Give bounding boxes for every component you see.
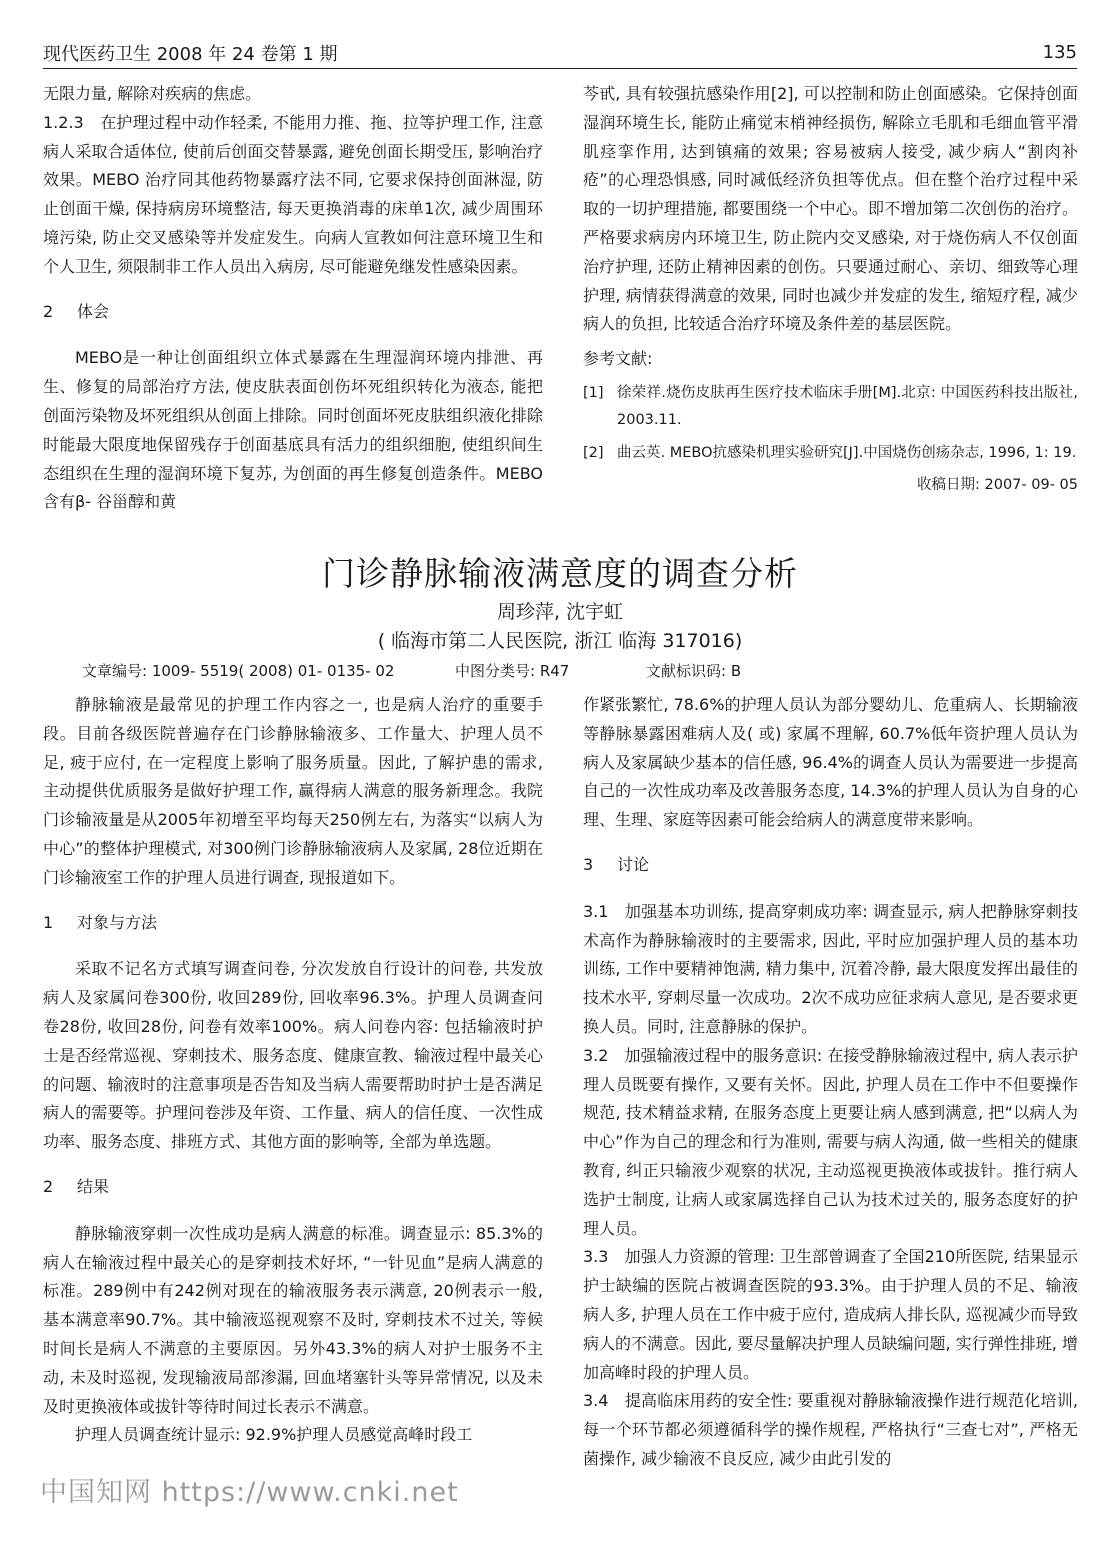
section-title: 对象与方法: [77, 912, 158, 932]
paragraph: 3.4 提高临床用药的安全性: 要重视对静脉输液操作进行规范化培训, 每一个环节都必须遵循科学的操作规程, 严格执行“三查七对”, 严格无菌操作, 减少输液不良反应, 减少由此引发的: [583, 1391, 1078, 1468]
paragraph: 护理人员调查统计显示: 92.9%护理人员感觉高峰时段工: [75, 1425, 473, 1445]
paragraph: 无限力量, 解除对疾病的焦虑。: [43, 84, 262, 103]
paragraph: 3.1 加强基本功训练, 提高穿刺成功率: 调查显示, 病人把静脉穿刺技术高作为静脉输液时的主要需求, 因此, 平时应加强护理人员的基本功训练, 工作中要精神饱满, 精力集中, 沉着冷静, 最大限度发挥出最佳的技术水平, 穿刺尽量一次成功。2次不成功应征求病人意见, 是否要求更换人员。同时, 注意静脉的保护。: [583, 901, 1078, 1036]
paragraph: 芩甙, 具有较强抗感染作用[2], 可以控制和防止创面感染。它保持创面湿润环境生长, 能防止痛觉末梢神经损伤, 解除立毛肌和毛细血管平滑肌痉挛作用, 达到镇痛的效果; 容易被病人接受, 减少病人“割肉补疮”的心理恐惧感, 同时减低经济负担等优点。但在整个治疗过程中采取的一切护理措施, 都要围绕一个中心。即不增加第二次创伤的治疗。严格要求病房内环境卫生, 防止院内交叉感染, 对于烧伤病人不仅创面治疗护理, 还防止精神因素的创伤。只要通过耐心、亲切、细致等心理护理, 病情获得满意的效果, 同时也减少并发症的发生, 缩短疗程, 减少病人的负担, 比较适合治疗环境及条件差的基层医院。: [583, 84, 1078, 334]
top-left-column: [43, 80, 543, 517]
article-affiliation: ( 临海市第二人民医院, 浙江 临海 317016): [377, 630, 743, 652]
article-number: 文章编号: 1009- 5519( 2008) 01- 0135- 02: [82, 662, 395, 680]
page-number: 135: [1042, 42, 1077, 63]
paragraph: 3.3 加强人力资源的管理: 卫生部曾调查了全国210所医院, 结果显示护士缺编的医院占被调查医院的93.3%。由于护理人员的不足、输液病人多, 护理人员在工作中疲于应付, 造成病人排长队, 巡视减少而导致病人的不满意。因此, 要尽量解决护理人员缺编问题, 实行弹性排班, 增加高峰时段的护理人员。: [583, 1247, 1078, 1382]
section-heading: [43, 298, 543, 327]
paragraph: 1.2.3 在护理过程中动作轻柔, 不能用力推、拖、拉等护理工作, 注意病人采取合适体位, 使前后创面交替暴露, 避免创面长期受压, 影响治疗效果。MEBO 治疗同其他药物暴露疗法不同, 它要求保持创面淋湿, 防止创面干燥, 保持病房环境整洁, 每天更换消毒的床单1次, 减少周围环境污染, 防止交叉感染等并发症发生。向病人宣教如何注意环境卫生和个人卫生, 须限制非工作人员出入病房, 尽可能避免继发性感染因素。: [43, 112, 543, 276]
reference-item: [583, 380, 1078, 434]
reference-text: 曲云英. MEBO抗感染机理实验研究[J].中国烧伤创疡杂志, 1996, 1: 19.: [617, 444, 1077, 461]
paragraph: 静脉输液是最常见的护理工作内容之一, 也是病人治疗的重要手段。目前各级医院普遍存在门诊静脉输液多、工作量大、护理人员不足, 疲于应付, 在一定程度上影响了服务质量。因此, 了解护患的需求, 主动提供优质服务是做好护理工作, 赢得病人满意的服务新理念。我院门诊输液量是从2005年初增至平均每天250例左右, 为落实“以病人为中心”的整体护理模式, 对300例门诊静脉输液病人及家属, 28位近期在门诊输液室工作的护理人员进行调查, 现报道如下。: [43, 695, 543, 887]
section-number: 3: [583, 854, 594, 874]
section-heading: [43, 909, 543, 938]
paragraph: MEBO是一种让创面组织立体式暴露在生理湿润环境内排泄、再生、修复的局部治疗方法, 使皮肤表面创伤坏死组织转化为液态, 能把创面污染物及坏死组织从创面上排除。同时创面坏死皮肤组织液化排除时能最大限度地保留残存于创面基底具有活力的组织细胞, 使组织间生态组织在生理的湿润环境下复苏, 为创面的再生修复创造条件。MEBO含有β- 谷甾醇和黄: [43, 348, 543, 512]
section-title: 讨论: [617, 854, 650, 874]
section-heading: [43, 1173, 543, 1202]
article-title: 门诊静脉输液满意度的调查分析: [322, 554, 798, 593]
section-number: 1: [43, 912, 54, 932]
section-number: 2: [43, 1176, 54, 1196]
reference-item: [583, 440, 1078, 467]
received-date: 收稿日期: 2007- 09- 05: [917, 476, 1078, 493]
section-title: 结果: [77, 1176, 110, 1196]
section-title: 体会: [77, 301, 110, 321]
bottom-left-column: [43, 691, 543, 1450]
paragraph: 3.2 加强输液过程中的服务意识: 在接受静脉输液过程中, 病人表示护理人员既要有操作, 又要有关怀。因此, 护理人员在工作中不但要操作规范, 技术精益求精, 在服务态度上更要让病人感到满意, 把“以病人为中心”作为自己的理念和行为准则, 需要与病人沟通, 做一些相关的健康教育, 纠正只输液少观察的状况, 主动巡视更换液体或拔针。推行病人选护士制度, 让病人或家属选择自己认为技术过关的, 服务态度好的护理人员。: [583, 1045, 1078, 1238]
document-code: 文献标识码: B: [646, 662, 742, 680]
running-header: [43, 38, 1077, 69]
reference-number: [1]: [583, 384, 604, 401]
reference-number: [2]: [583, 444, 604, 461]
section-heading: [583, 851, 1078, 880]
clc-number: 中图分类号: R47: [455, 662, 570, 680]
paragraph: 静脉输液穿刺一次性成功是病人满意的标准。调查显示: 85.3%的病人在输液过程中最关心的是穿刺技术好坏, “一针见血”是病人满意的标准。289例中有242例对现在的输液服务表示满意, 20例表示一般, 基本满意率90.7%。其中输液巡视观察不及时, 穿刺技术不过关, 等候时间长是病人不满意的主要原因。另外43.3%的病人对护士服务不主动, 未及时巡视, 发现输液局部渗漏, 回血堵塞针头等异常情况, 以及未及时更换液体或拔针等待时间过长表示不满意。: [43, 1223, 543, 1416]
article-authors: 周珍萍, 沈宇虹: [496, 601, 624, 623]
bottom-right-column: [583, 691, 1078, 1474]
top-right-column: [583, 80, 1078, 500]
section-number: 2: [43, 301, 54, 321]
reference-text: 徐荣祥.烧伤皮肤再生医疗技术临床手册[M].北京: 中国医药科技出版社, 2003.11.: [617, 384, 1078, 428]
journal-name: 现代医药卫生 2008 年 24 卷第 1 期: [43, 44, 338, 65]
paragraph: 作紧张繁忙, 78.6%的护理人员认为部分婴幼儿、危重病人、长期输液等静脉暴露困难病人及( 或) 家属不理解, 60.7%低年资护理人员认为病人及家属缺少基本的信任感, 96.4%的调查人员认为需要进一步提高自己的一次性成功率及改善服务态度, 14.3%的护理人员认为自身的心理、生理、家庭等因素可能会给病人的满意度带来影响。: [583, 695, 1078, 830]
references-heading: 参考文献:: [583, 349, 653, 369]
paragraph: 采取不记名方式填写调查问卷, 分次发放自行设计的问卷, 共发放病人及家属问卷300份, 收回289份, 回收率96.3%。护理人员调查问卷28份, 收回28份, 问卷有效率100%。病人问卷内容: 包括输液时护士是否经常巡视、穿刺技术、服务态度、健康宣教、输液过程中最关心的问题、输液时的注意事项是否告知及当病人需要帮助时护士是否满足病人的需要等。护理问卷涉及年资、工作量、病人的信任度、一次性成功率、服务态度、排班方式、其他方面的影响等, 全部为单选题。: [43, 959, 543, 1152]
cnki-watermark: 中国知网 https://www.cnki.net: [40, 1477, 459, 1508]
